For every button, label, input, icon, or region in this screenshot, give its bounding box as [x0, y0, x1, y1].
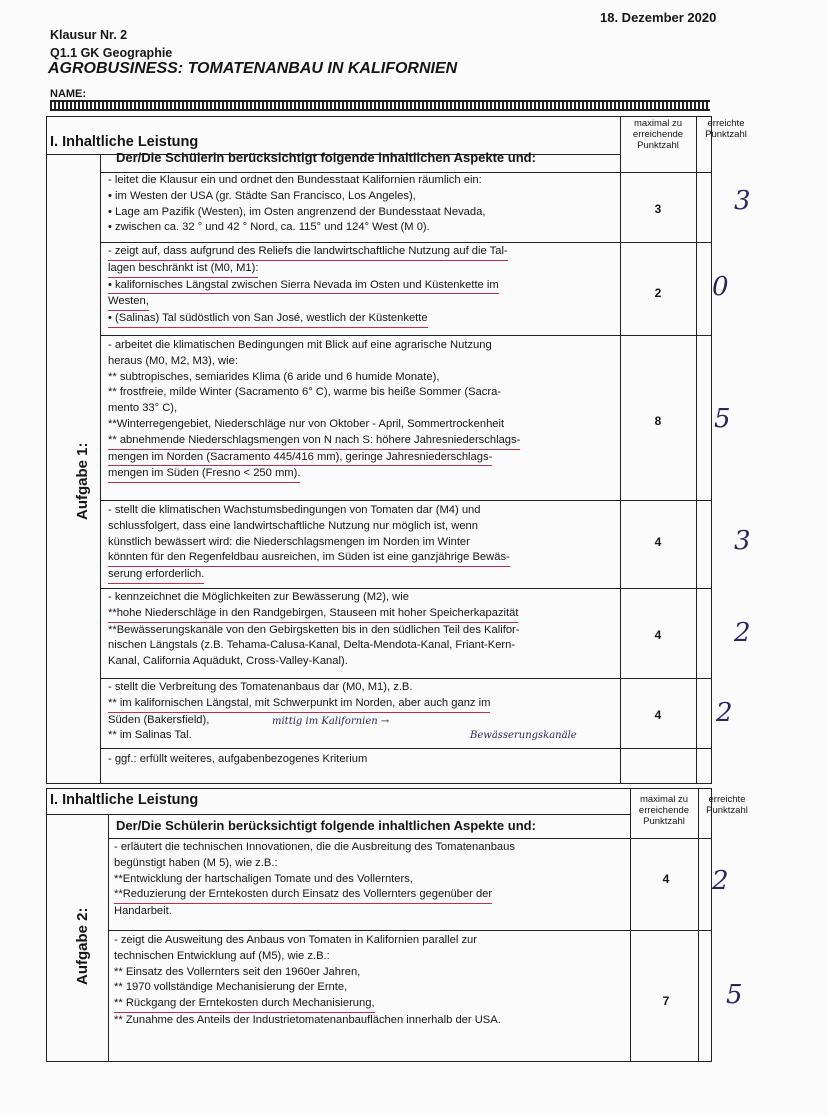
criterion-row: - arbeitet die klimatischen Bedingungen mit Blick auf eine agrarische Nutzung heraus (M0, M2, M3), wie: ** subtropisches, semiarides Klima (6 aride und 6 humide Monate), ** frostfreie, milde Winter (Sacramento 6° C), warme bis heiße Sommer (Sacra- mento 33° C), **Winterregengebiet, Niederschläge nur von Oktober - April, Sommertrockenheit ** abnehmende Niederschlagsmengen von N nach S: höhere Jahresniederschlags- mengen im Norden (Sacramento 445/416 mm), geringe Jahresniederschlags- mengen im Süden (Fresno < 250 mm). — [108, 338, 520, 483]
exam-title: AGROBUSINESS: TOMATENANBAU IN KALIFORNIEN — [48, 60, 458, 77]
section-subtitle: Der/Die Schülerin berücksichtigt folgende inhaltlichen Aspekte und: — [116, 818, 536, 833]
criterion-row: - zeigt auf, dass aufgrund des Reliefs die landwirtschaftliche Nutzung auf die Tal- lagen beschränkt ist (M0, M1): • kalifornisches Längstal zwischen Sierra Nevada im Osten und Küstenkette im Westen, • (Salinas) Tal südöstlich von San José, westlich der Küstenkette — [108, 244, 508, 328]
task-label: Aufgabe 2: — [74, 907, 91, 985]
section-subtitle: Der/Die Schülerin berücksichtigt folgende inhaltlichen Aspekte und: — [116, 150, 536, 165]
task-label: Aufgabe 1: — [74, 442, 91, 520]
reached-points: 0 — [712, 272, 729, 302]
handwritten-note: mittig im Kalifornien → — [272, 716, 390, 727]
course-name: Q1.1 GK Geographie — [50, 46, 173, 60]
max-points: 8 — [654, 414, 662, 428]
decorative-border — [50, 100, 710, 111]
max-points: 4 — [654, 708, 662, 722]
criterion-row: - stellt die klimatischen Wachstumsbedingungen von Tomaten dar (M4) und schlussfolgert, dass eine landwirtschaftliche Nutzung nur möglich ist, wenn künstlich bewässert wird: die Niederschlagsmengen im Norden im Winter könnten für den Regenfeldbau ausreichen, im Süden ist eine ganzjährige Bewäs- serung erforderlich. — [108, 503, 510, 584]
criterion-row: - erläutert die technischen Innovationen, die die Ausbreitung des Tomatenanbaus begünstigt haben (M 5), wie z.B.: **Entwicklung der hartschaligen Tomate und des Vollernters, **Reduzierung der Erntekosten durch Einsatz des Vollernters gegenüber der Handarbeit. — [114, 841, 515, 918]
criterion-row: - kennzeichnet die Möglichkeiten zur Bewässerung (M2), wie **hohe Niederschläge in den Randgebirgen, Stauseen mit hoher Speicherkapazität **Bewässerungskanäle von den Gebirgsketten bis in den südlichen Teil des Kalifor- nischen Längstals (z.B. Tehama-Calusa-Kanal, Delta-Mendota-Kanal, Friant-Kern- Kanal, California Aquädukt, Cross-Valley-Kanal). — [108, 591, 520, 668]
reached-points: 5 — [726, 980, 743, 1010]
reached-points: 2 — [712, 866, 729, 896]
col-reached-header: erreichte Punktzahl — [705, 118, 747, 140]
col-max-header: maximal zu erreichende Punktzahl — [632, 118, 684, 151]
max-points: 4 — [654, 628, 662, 642]
reached-points: 5 — [714, 404, 731, 434]
section-title: I. Inhaltliche Leistung — [50, 792, 199, 808]
col-reached-header: erreichte Punktzahl — [706, 794, 748, 816]
name-label: NAME: — [50, 88, 87, 100]
col-max-header: maximal zu erreichende Punktzahl — [638, 794, 690, 827]
reached-points: 2 — [716, 698, 733, 728]
max-points: 3 — [654, 202, 662, 216]
reached-points: 3 — [734, 526, 751, 556]
max-points: 4 — [662, 872, 670, 886]
exam-number: Klausur Nr. 2 — [50, 28, 128, 42]
reached-points: 3 — [734, 186, 751, 216]
criterion-row: - ggf.: erfüllt weiteres, aufgabenbezogenes Kriterium — [108, 753, 368, 765]
section-title: I. Inhaltliche Leistung — [50, 134, 199, 150]
criterion-row: - zeigt die Ausweitung des Anbaus von Tomaten in Kalifornien parallel zur technischen Entwicklung auf (M5), wie z.B.: ** Einsatz des Vollernters seit den 1960er Jahren, ** 1970 vollständige Mechanisierung der Ernte, ** Rückgang der Erntekosten durch Mechanisierung, ** Zunahme des Anteils der Industrietomatenanbauflächen innerhalb der USA. — [114, 934, 501, 1026]
max-points: 7 — [662, 994, 670, 1008]
max-points: 4 — [654, 535, 662, 549]
criterion-row: - stellt die Verbreitung des Tomatenanbaus dar (M0, M1), z.B. ** im kalifornischen Längstal, mit Schwerpunkt im Norden, aber auch ganz im Süden (Bakersfield), ** im Salinas Tal. — [108, 681, 491, 742]
reached-points: 2 — [734, 618, 751, 648]
handwritten-note: Bewässerungskanäle — [470, 730, 577, 741]
exam-date: 18. Dezember 2020 — [600, 10, 717, 25]
max-points: 2 — [654, 286, 662, 300]
criterion-row: - leitet die Klausur ein und ordnet den Bundesstaat Kalifornien räumlich ein: • im Westen der USA (gr. Städte San Francisco, Los Angeles), • Lage am Pazifik (Westen), im Osten angrenzend der Bundesstaat Nevada, • zwischen ca. 32 ° und 42 ° Nord, ca. 115° und 124° West (M 0). — [108, 174, 486, 234]
